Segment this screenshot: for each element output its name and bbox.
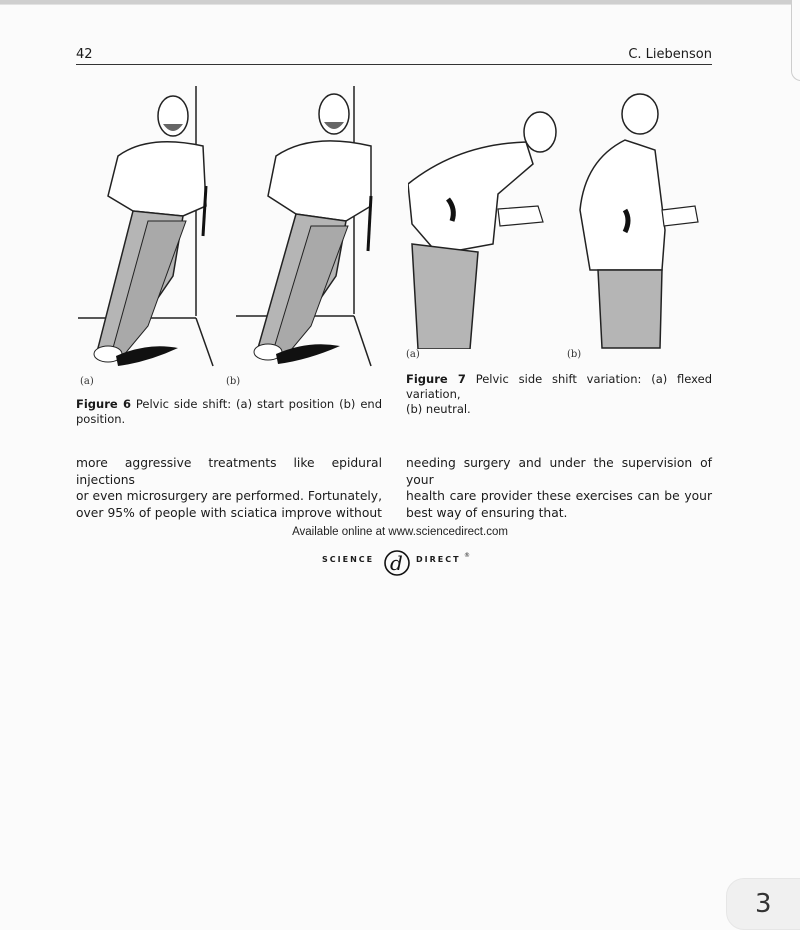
logo-direct-text: DIRECT: [416, 555, 461, 564]
available-online-text: Available online at www.sciencedirect.com: [292, 526, 508, 538]
figure6-caption-line2: position.: [76, 412, 126, 426]
svg-text:d: d: [390, 551, 403, 575]
man-leaning-against-wall-end-illustration: [236, 86, 386, 371]
man-leaning-against-wall-start-illustration: [78, 86, 228, 371]
figure7-label: Figure 7: [406, 372, 466, 386]
running-header: [76, 44, 712, 65]
body-line: more aggressive treatments like epidural injections: [76, 456, 382, 487]
figure6-caption-text: Pelvic side shift: (a) start position (b) end: [135, 397, 382, 411]
figure7-caption-text: Pelvic side shift variation: (a) flexed variation,: [406, 372, 712, 401]
page-indicator-number: 3: [755, 889, 772, 919]
figure7-caption-line2: (b) neutral.: [406, 402, 471, 416]
figure6-panel-b-label: (b): [226, 376, 241, 387]
body-line: best way of ensuring that.: [406, 505, 568, 520]
figure7-panel-b-label: (b): [567, 349, 582, 360]
body-line: needing surgery and under the supervision of your: [406, 456, 712, 487]
man-standing-neutral-illustration: [570, 90, 715, 350]
body-text-left-column: [76, 455, 382, 521]
figure6-label: Figure 6: [76, 397, 131, 411]
figure6-caption: [76, 397, 382, 427]
figure6-panel-a-label: (a): [80, 376, 94, 387]
body-text-right-column: [406, 455, 712, 521]
page-number: 42: [76, 47, 93, 62]
logo-registered-mark: ®: [464, 552, 470, 559]
figure7-panel-a-label: (a): [406, 349, 420, 360]
body-line: health care provider these exercises can be your: [406, 489, 712, 503]
logo-science-text: SCIENCE: [322, 555, 375, 564]
page-indicator-badge[interactable]: [726, 878, 800, 930]
man-bent-forward-flexed-illustration: [408, 104, 558, 349]
sciencedirect-logo: [320, 544, 480, 578]
body-line: over 95% of people with sciatica improve without: [76, 505, 382, 520]
body-line: or even microsurgery are performed. Fortunately,: [76, 489, 382, 503]
running-author: C. Liebenson: [628, 47, 712, 62]
sciencedirect-d-mark-icon: [380, 544, 414, 578]
figure7-caption: [406, 372, 712, 417]
